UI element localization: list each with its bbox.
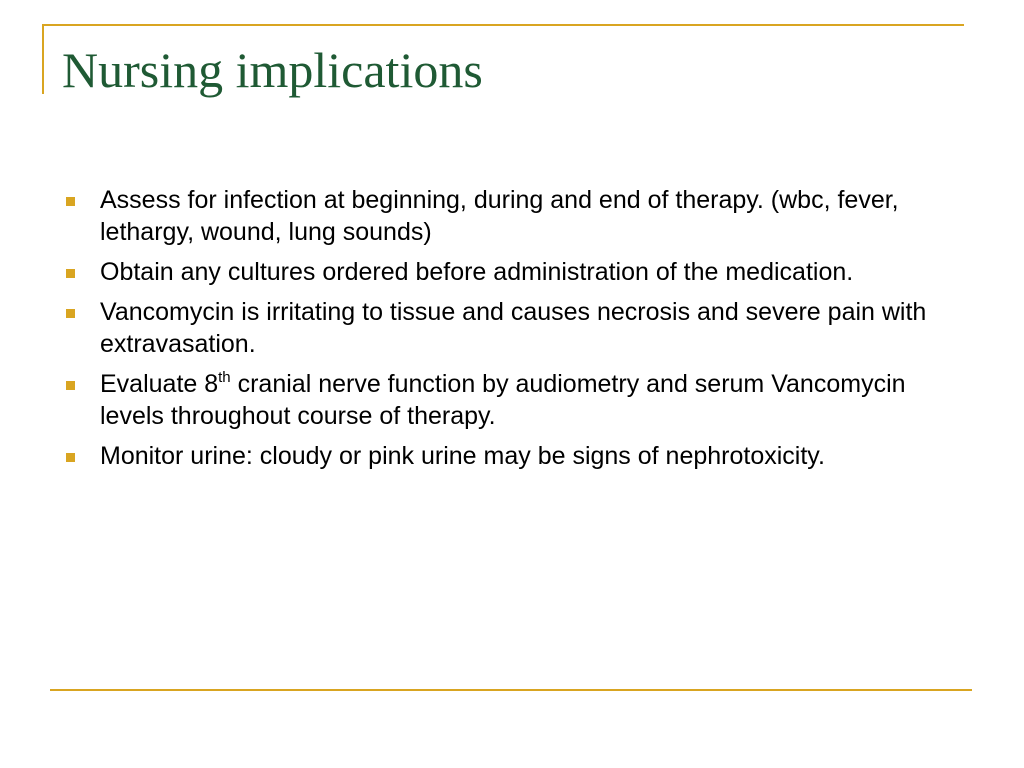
left-border-line [42, 24, 44, 94]
square-bullet-icon [66, 269, 75, 278]
bullet-list [62, 184, 972, 480]
top-border-line [42, 24, 964, 26]
bullet-text-cranial-nerve-prefix: Evaluate 8 [100, 370, 219, 398]
bullet-item-cultures [62, 256, 972, 288]
bullet-item-urine-monitoring [62, 440, 972, 472]
bullet-text-cultures: Obtain any cultures ordered before administration of the medication. [100, 258, 854, 286]
ordinal-superscript: th [218, 369, 231, 386]
bullet-item-vancomycin-irritation [62, 296, 972, 360]
bullet-item-infection-assessment [62, 184, 972, 248]
slide-title: Nursing implications [62, 42, 483, 98]
bottom-border-line [50, 689, 972, 691]
square-bullet-icon [66, 309, 75, 318]
bullet-item-cranial-nerve [62, 368, 972, 432]
bullet-text-cranial-nerve-suffix: cranial nerve function by audiometry and serum Vancomycin levels throughout course of therapy. [100, 370, 906, 430]
bullet-text-urine-monitoring: Monitor urine: cloudy or pink urine may be signs of nephrotoxicity. [100, 442, 825, 470]
bullet-text-infection-assessment: Assess for infection at beginning, during and end of therapy. (wbc, fever, lethargy, wound, lung sounds) [100, 186, 899, 246]
square-bullet-icon [66, 381, 75, 390]
bullet-text-vancomycin-irritation: Vancomycin is irritating to tissue and causes necrosis and severe pain with extravasation. [100, 298, 927, 358]
square-bullet-icon [66, 453, 75, 462]
square-bullet-icon [66, 197, 75, 206]
